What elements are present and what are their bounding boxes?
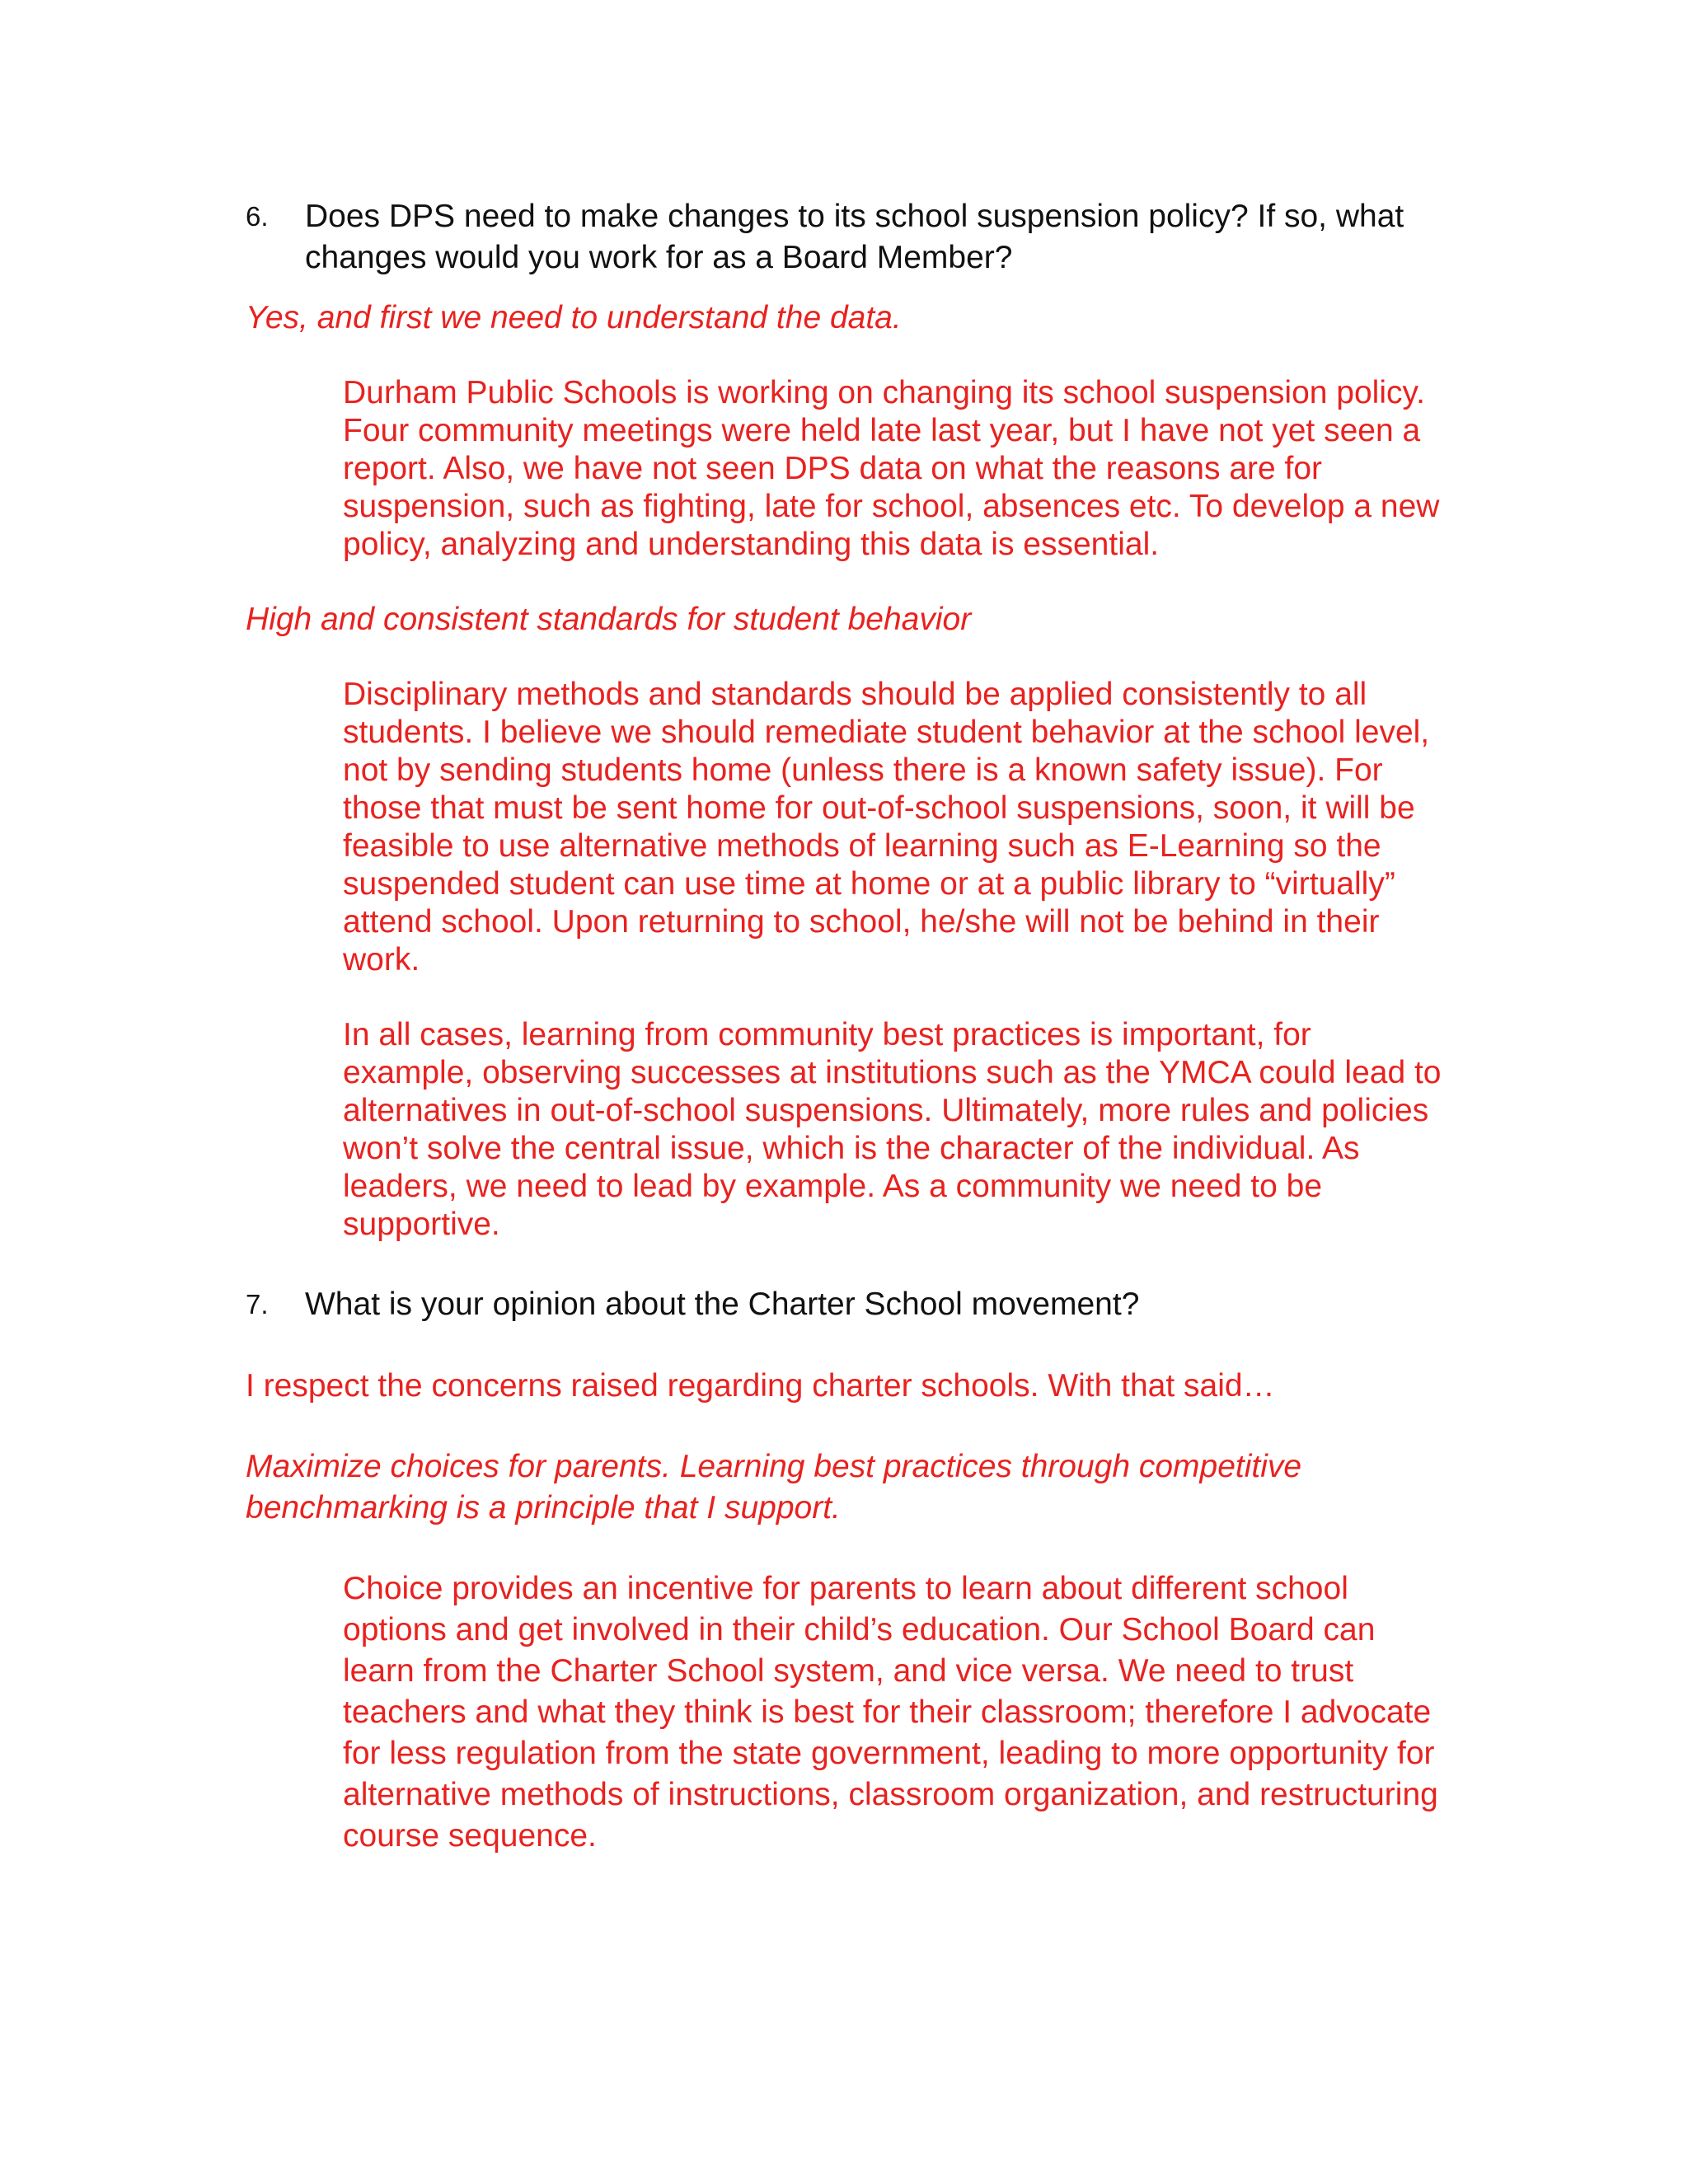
q7-heading-maximize-choices: Maximize choices for parents. Learning best practices through competitive benchmarking is a principle that I support. — [246, 1449, 1302, 1526]
q7-paragraph-choice: Choice provides an incentive for parents to learn about different school options and get involved in their child’s education. Our School Board can learn from the Charter School system, and vice versa. We need to trust teachers and what they think is best for their classroom; therefore I advocate for less regulation from the state government, leading to more opportunity for alternative methods of instructions, classroom organization, and restructuring course sequence. — [343, 1571, 1438, 1854]
q7-intro: I respect the concerns raised regarding charter schools. With that said… — [246, 1368, 1275, 1404]
question-6-text: Does DPS need to make changes to its school suspension policy? If so, what changes would you work for as a Board Member? — [305, 199, 1404, 275]
q6-paragraph-disciplinary-methods: Disciplinary methods and standards should be applied consistently to all students. I believe we should remediate student behavior at the school level, not by sending students home (unless there is a known safety issue). For those that must be sent home for out-of-school suspensions, soon, it will be feasible to use alternative methods of learning such as E-Learning so the suspended student can use time at home or at a public library to “virtually” attend school. Upon returning to school, he/she will not be behind in their work. — [343, 677, 1430, 977]
question-7 — [246, 1284, 1449, 1325]
question-7-text: What is your opinion about the Charter School movement? — [305, 1286, 1140, 1322]
q6-heading-standards: High and consistent standards for student behavior — [246, 602, 972, 637]
q6-paragraph-best-practices: In all cases, learning from community best practices is important, for example, observing successes at institutions such as the YMCA could lead to alternatives in out-of-school suspensions. Ultimately, more rules and policies won’t solve the central issue, which is the character of the individual. As leaders, we need to lead by example. As a community we need to be supportive. — [343, 1017, 1442, 1242]
question-7-number: 7. — [246, 1289, 269, 1319]
q6-heading-understand-data: Yes, and first we need to understand the data. — [246, 300, 902, 335]
question-6 — [246, 196, 1449, 279]
q6-paragraph-suspension-policy: Durham Public Schools is working on changing its school suspension policy. Four community meetings were held late last year, but I have not yet seen a report. Also, we have not seen DPS data on what the reasons are for suspension, such as fighting, late for school, absences etc. To develop a new policy, analyzing and understanding this data is essential. — [343, 375, 1440, 562]
question-6-number: 6. — [246, 201, 269, 232]
